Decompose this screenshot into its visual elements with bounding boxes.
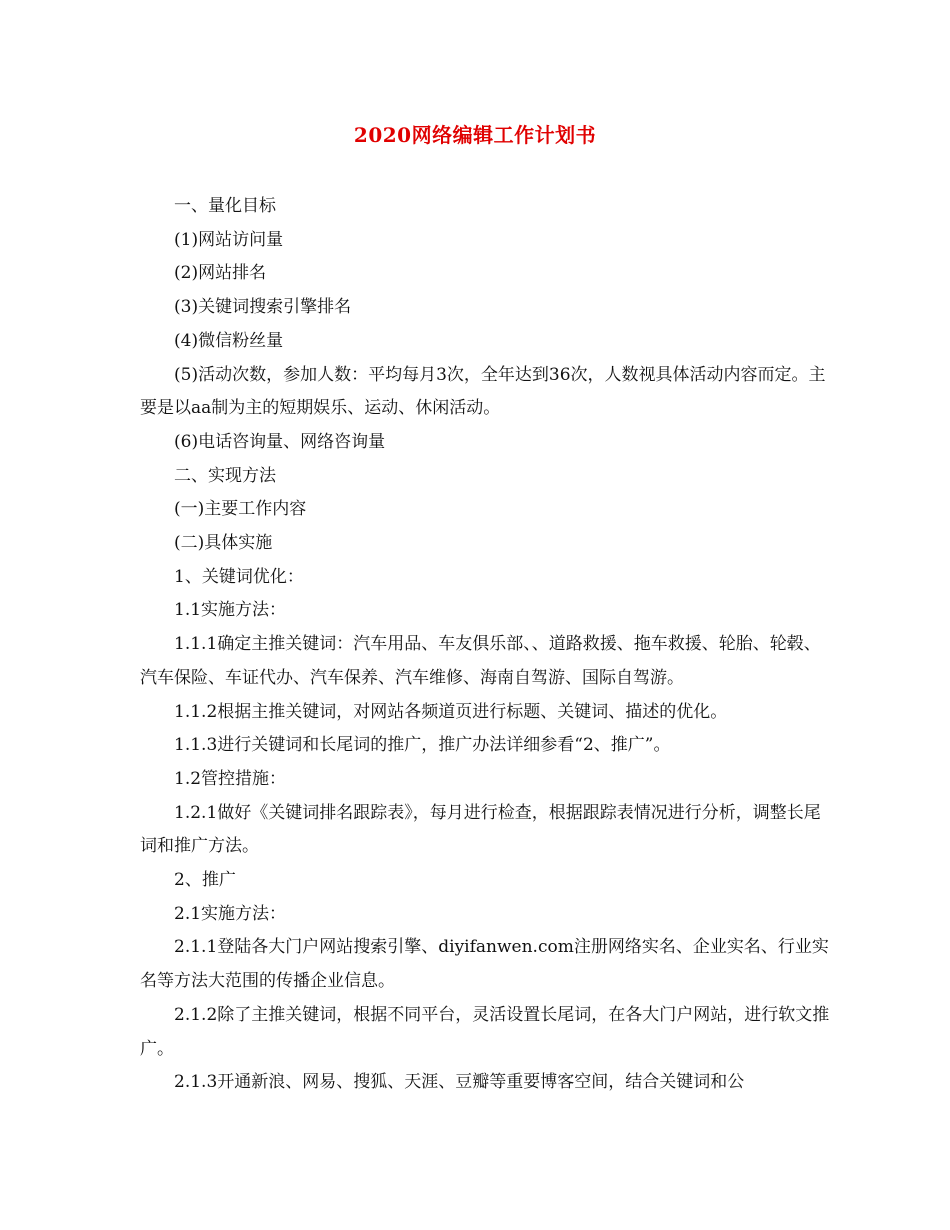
paragraph: (1)网站访问量 bbox=[174, 229, 284, 250]
paragraph: (二)具体实施 bbox=[174, 533, 273, 554]
paragraph: 2.1.1登陆各大门户网站搜索引擎、diyifanwen.com注册网络实名、企业实名、行业实名等方法大范围的传播企业信息。 bbox=[140, 937, 829, 992]
paragraph: 一、量化目标 bbox=[174, 196, 276, 216]
paragraph: (4)微信粉丝量 bbox=[174, 330, 284, 351]
paragraph: (3)关键词搜索引擎排名 bbox=[174, 297, 352, 318]
paragraph: 1.2.1做好《关键词排名跟踪表》，每月进行检查，根据跟踪表情况进行分析，调整长尾词和推广方法。 bbox=[140, 802, 821, 857]
document-body bbox=[140, 190, 830, 1100]
paragraph: 2.1.2除了主推关键词，根据不同平台，灵活设置长尾词，在各大门户网站，进行软文推广。 bbox=[140, 1004, 830, 1059]
paragraph: 1.1.1确定主推关键词：汽车用品、车友俱乐部、、道路救援、拖车救援、轮胎、轮毂、汽车保险、车证代办、汽车保养、汽车维修、海南自驾游、国际自驾游。 bbox=[140, 634, 821, 688]
paragraph: 1.2管控措施： bbox=[174, 768, 287, 789]
paragraph: (6)电话咨询量、网络咨询量 bbox=[174, 431, 386, 452]
paragraph: 1.1实施方法： bbox=[174, 600, 287, 621]
paragraph: 2.1.3开通新浪、网易、搜狐、天涯、豆瓣等重要博客空间，结合关键词和公 bbox=[174, 1072, 745, 1093]
paragraph: (5)活动次数，参加人数：平均每月3次，全年达到36次，人数视具体活动内容而定。主要是以aa制为主的短期娱乐、运动、休闲活动。 bbox=[140, 364, 826, 419]
paragraph: 2.1实施方法： bbox=[174, 903, 287, 924]
paragraph: (一)主要工作内容 bbox=[174, 499, 307, 520]
paragraph: 1.1.3进行关键词和长尾词的推广，推广办法详细参看“2、推广”。 bbox=[174, 735, 671, 756]
document-title: 2020网络编辑工作计划书 bbox=[353, 123, 597, 147]
paragraph: 2、推广 bbox=[174, 870, 236, 891]
paragraph: (2)网站排名 bbox=[174, 263, 267, 284]
paragraph: 二、实现方法 bbox=[174, 465, 276, 486]
paragraph: 1.1.2根据主推关键词，对网站各频道页进行标题、关键词、描述的优化。 bbox=[174, 701, 728, 722]
paragraph: 1、关键词优化： bbox=[174, 566, 304, 587]
